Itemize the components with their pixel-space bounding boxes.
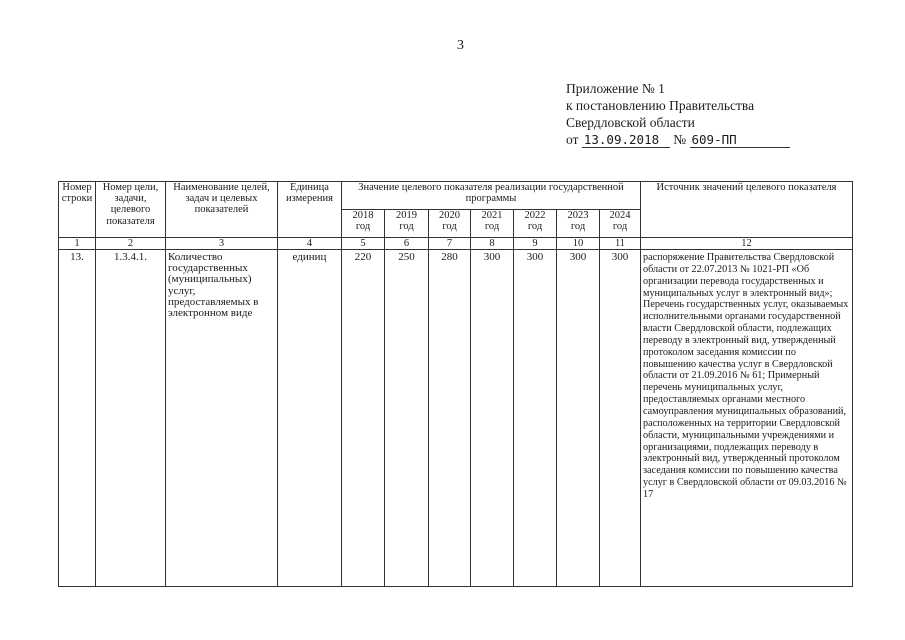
number-label: № xyxy=(673,132,687,147)
value-2021-cell: 300 xyxy=(471,250,514,587)
value-2023-cell: 300 xyxy=(557,250,600,587)
row-number-cell: 13. xyxy=(59,250,96,587)
goal-number-cell: 1.3.4.1. xyxy=(96,250,166,587)
table-row xyxy=(59,250,853,587)
target-indicators-table xyxy=(58,181,853,587)
column-number: 12 xyxy=(641,238,853,250)
from-label: от xyxy=(566,132,579,147)
column-number: 9 xyxy=(514,238,557,250)
header-year-2018: 2018 год xyxy=(342,210,385,238)
column-number: 7 xyxy=(429,238,471,250)
column-number: 1 xyxy=(59,238,96,250)
header-source: Источник значений целевого показателя xyxy=(641,182,853,238)
header-year-2020: 2020 год xyxy=(429,210,471,238)
appendix-region-line: Свердловской области xyxy=(566,115,695,130)
resolution-number: 609-ПП xyxy=(690,133,790,148)
appendix-title: Приложение № 1 xyxy=(566,81,665,96)
column-number-row xyxy=(59,238,853,250)
value-2019-cell: 250 xyxy=(385,250,429,587)
source-cell: распоряжение Правительства Свердловской области от 22.07.2013 № 1021-РП «Об организации перевода государственных и муниципальных услуг в электронный вид»; Перечень государственных услуг, оказываемых исполнительными органами государственной власти Свердловской области, подлежащих переводу в электронный вид, утвержденный протоколом заседания комиссии по повышению качества услуг в Свердловской области от 21.09.2016 № 61; Примерный перечень муниципальных услуг, предоставляемых органами местного самоуправления муниципальных образований, расположенных на территории Свердловской области, муниципальными учреждениями и организациями, подлежащих переводу в электронный вид, утвержденный протоколом заседания комиссии по повышению качества услуг в Свердловской области от 09.03.2016 № 17 xyxy=(641,250,853,587)
header-year-2022: 2022 год xyxy=(514,210,557,238)
column-number: 6 xyxy=(385,238,429,250)
unit-cell: единиц xyxy=(278,250,342,587)
header-year-2021: 2021 год xyxy=(471,210,514,238)
value-2020-cell: 280 xyxy=(429,250,471,587)
header-name: Наименование целей, задач и целевых показателей xyxy=(166,182,278,238)
column-number: 11 xyxy=(600,238,641,250)
column-number: 5 xyxy=(342,238,385,250)
column-number: 3 xyxy=(166,238,278,250)
column-number: 10 xyxy=(557,238,600,250)
header-unit: Единица измерения xyxy=(278,182,342,238)
indicator-name-cell: Количество государственных (муниципальных) услуг, предоставляемых в электронном виде xyxy=(166,250,278,587)
value-2018-cell: 220 xyxy=(342,250,385,587)
column-number: 2 xyxy=(96,238,166,250)
column-number: 8 xyxy=(471,238,514,250)
header-values-group: Значение целевого показателя реализации государственной программы xyxy=(342,182,641,210)
header-row-number: Номер строки xyxy=(59,182,96,238)
header-goal-number: Номер цели, задачи, целевого показателя xyxy=(96,182,166,238)
value-2022-cell: 300 xyxy=(514,250,557,587)
resolution-date: 13.09.2018 xyxy=(582,133,670,148)
appendix-resolution-line: к постановлению Правительства xyxy=(566,98,755,113)
header-year-2019: 2019 год xyxy=(385,210,429,238)
page-number: 3 xyxy=(457,38,464,53)
header-year-2023: 2023 год xyxy=(557,210,600,238)
appendix-date-line xyxy=(566,131,790,148)
column-number: 4 xyxy=(278,238,342,250)
appendix-header xyxy=(566,80,790,148)
value-2024-cell: 300 xyxy=(600,250,641,587)
header-year-2024: 2024 год xyxy=(600,210,641,238)
